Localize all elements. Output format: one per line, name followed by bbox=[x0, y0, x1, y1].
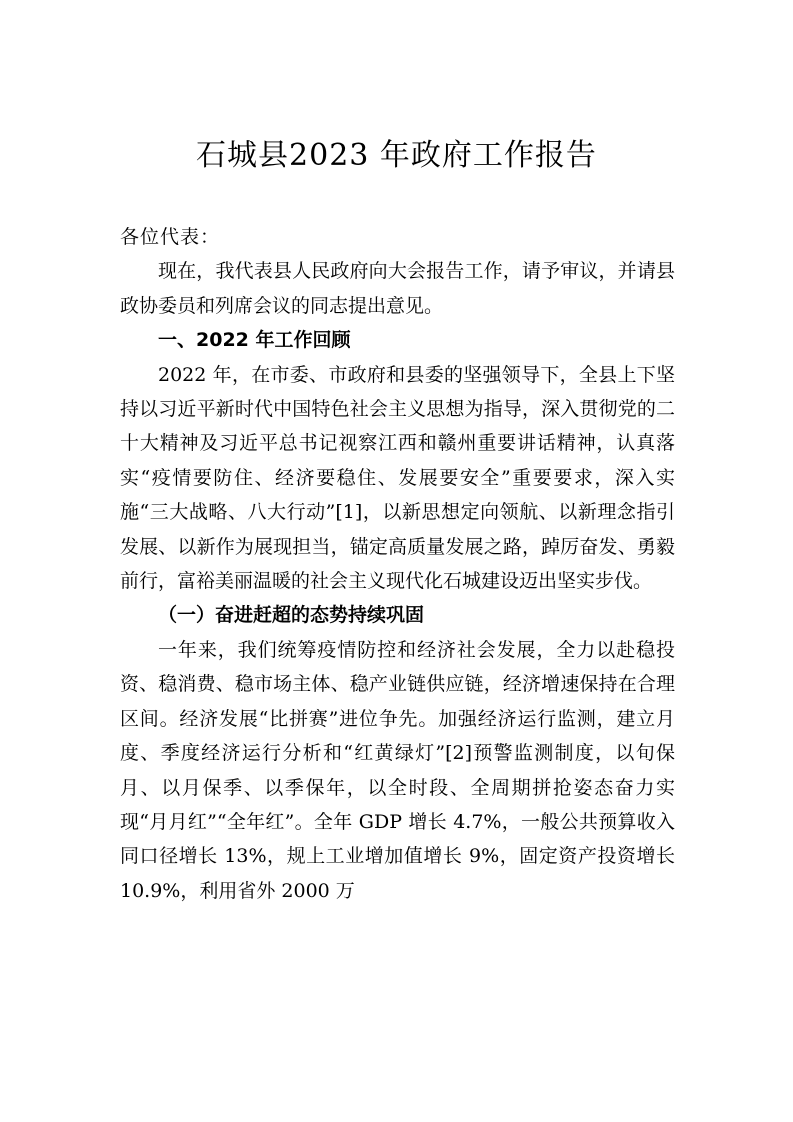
subsection-heading-catch-up: （一）奋进赶超的态势持续巩固 bbox=[158, 604, 425, 627]
section-heading-work-review: 一、2022 年工作回顾 bbox=[158, 329, 351, 352]
review-paragraph: 2022 年，在市委、市政府和县委的坚强领导下，全县上下坚持以习近平新时代中国特色社会主义思想为指导，深入贯彻党的二十大精神及习近平总书记视察江西和赣州重要讲话精神，认真落实“疫情要防住、经济要稳住、发展要安全”重要要求，深入实施“三大战略、八大行动”[1]，以新思想定向领航、以新理念指引发展、以新作为展现担当，锚定高质量发展之路，踔厉奋发、勇毅前行，富裕美丽温暖的社会主义现代化石城建设迈出坚实步伐。 bbox=[120, 363, 675, 593]
economy-paragraph: 一年来，我们统筹疫情防控和经济社会发展，全力以赴稳投资、稳消费、稳市场主体、稳产业链供应链，经济增速保持在合理区间。经济发展“比拼赛”进位争先。加强经济运行监测，建立月度、季度经济运行分析和“红黄绿灯”[2]预警监测制度，以旬保月、以月保季、以季保年，以全时段、全周期拼抢姿态奋力实现“月月红”“全年红”。全年 GDP 增长 4.7%，一般公共预算收入同口径增长 13%，规上工业增加值增长 9%，固定资产投资增长 10.9%，利用省外 2000 万 bbox=[120, 638, 675, 902]
salutation: 各位代表： bbox=[120, 226, 221, 248]
document-body bbox=[120, 220, 675, 908]
document-title: 石城县2023 年政府工作报告 bbox=[196, 138, 597, 173]
intro-paragraph: 现在，我代表县人民政府向大会报告工作，请予审议，并请县政协委员和列席会议的同志提出意见。 bbox=[120, 260, 675, 317]
